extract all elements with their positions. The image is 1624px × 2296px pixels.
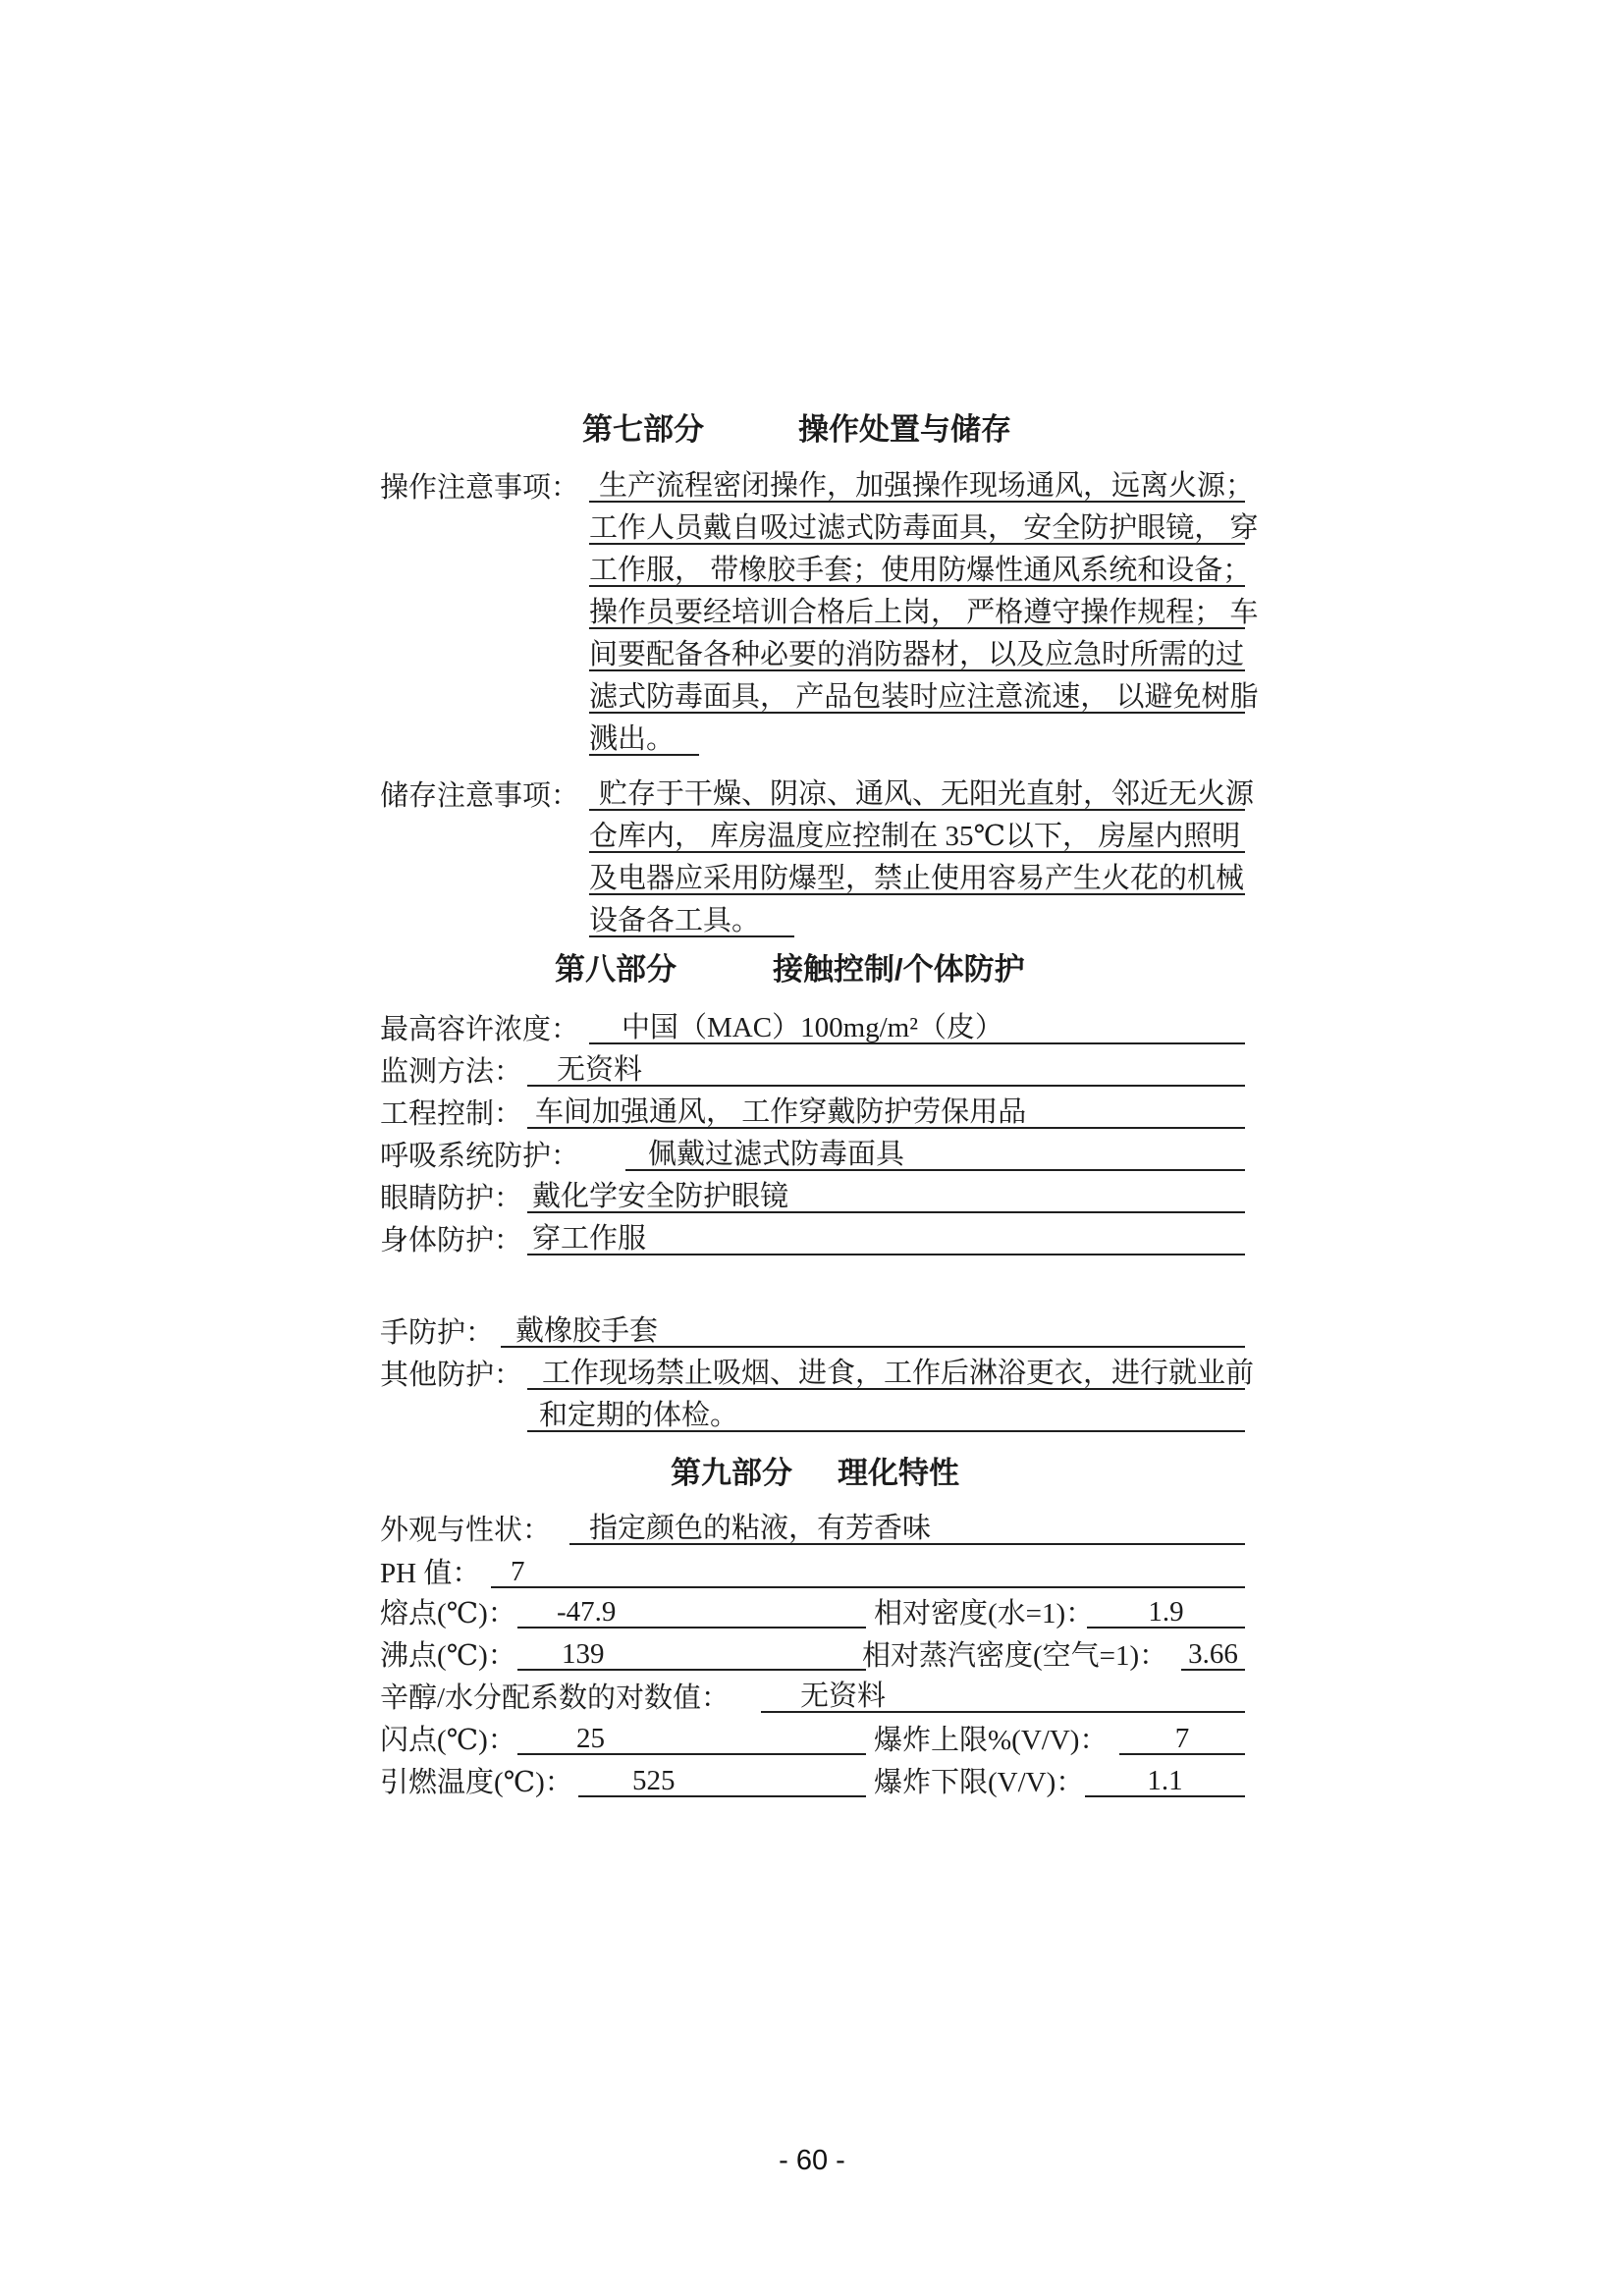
section7-heading-number: 第七部分: [582, 412, 704, 447]
handling-precautions-line: [589, 597, 1259, 629]
field-value: 无资料: [527, 1055, 1245, 1087]
field-ignition-temperature: [380, 1766, 866, 1797]
field-upper-explosive-limit: [874, 1724, 1245, 1755]
field-label: 沸点(℃)：: [380, 1640, 516, 1672]
field-label: 引燃温度(℃)：: [380, 1767, 573, 1798]
field-respiratory-protection: [380, 1140, 1245, 1171]
handling-precautions-text: 间要配备各种必要的消防器材，以及应急时所需的过: [589, 639, 1245, 670]
field-appearance: [380, 1514, 1245, 1545]
field-label: 爆炸上限%(V/V)：: [874, 1725, 1109, 1756]
field-flash-point: [380, 1724, 866, 1755]
field-value: 25: [517, 1724, 866, 1755]
handling-precautions-text: 生产流程密闭操作，加强操作现场通风，远离火源；: [589, 471, 1245, 503]
field-label: 手防护：: [380, 1317, 495, 1349]
field-value: 中国（MAC）100mg/m²（皮）: [589, 1013, 1245, 1044]
handling-precautions-text: 工作人员戴自吸过滤式防毒面具， 安全防护眼镜， 穿: [589, 512, 1259, 544]
field-boiling-point: [380, 1639, 866, 1671]
storage-precautions-text: 设备各工具。: [589, 906, 794, 937]
handling-precautions-line: [589, 512, 1259, 545]
field-value: 139: [517, 1639, 866, 1671]
field-other-protection-line2: [527, 1401, 1245, 1432]
field-melting-point: [380, 1597, 866, 1629]
field-label: 闪点(℃)：: [380, 1725, 516, 1756]
field-value: 指定颜色的粘液，有芳香味: [569, 1514, 1245, 1545]
field-log-kow: [380, 1682, 1245, 1713]
field-label: 相对蒸汽密度(空气=1)：: [862, 1640, 1168, 1672]
field-value: 7: [491, 1557, 1245, 1588]
field-monitoring-method: [380, 1055, 1245, 1087]
field-value: 车间加强通风， 工作穿戴防护劳保用品: [527, 1097, 1245, 1129]
storage-precautions-label: 储存注意事项：: [380, 780, 580, 812]
storage-precautions-line: [589, 822, 1245, 853]
field-label: 相对密度(水=1)：: [874, 1598, 1095, 1629]
field-label: 呼吸系统防护：: [380, 1141, 580, 1172]
field-label: 监测方法：: [380, 1056, 523, 1088]
field-relative-vapor-density: [862, 1639, 1245, 1671]
handling-precautions-text: 溅出。: [589, 724, 699, 756]
storage-precautions-text: 仓库内， 库房温度应控制在 35℃以下， 房屋内照明: [589, 822, 1245, 853]
field-hand-protection: [380, 1316, 1245, 1348]
field-label: PH 值：: [380, 1558, 481, 1589]
field-ph: [380, 1557, 1245, 1588]
field-label: 外观与性状：: [380, 1515, 552, 1546]
handling-precautions-text: 工作服， 带橡胶手套；使用防爆性通风系统和设备；: [589, 555, 1252, 586]
field-value: 戴橡胶手套: [501, 1316, 1245, 1348]
field-value: 穿工作服: [527, 1224, 1245, 1255]
field-relative-density: [874, 1597, 1245, 1629]
storage-precautions-line: [589, 906, 794, 937]
storage-precautions-line: [589, 864, 1245, 895]
field-value: -47.9: [517, 1597, 866, 1629]
field-value: 7: [1119, 1724, 1245, 1755]
field-value: 工作现场禁止吸烟、进食，工作后淋浴更衣，进行就业前: [527, 1359, 1245, 1390]
field-label: 爆炸下限(V/V)：: [874, 1767, 1085, 1798]
field-max-allowable-concentration: [380, 1013, 1245, 1044]
handling-precautions-label: 操作注意事项：: [380, 472, 580, 504]
handling-precautions-line: [589, 724, 699, 756]
field-value: 戴化学安全防护眼镜: [527, 1182, 1245, 1213]
handling-precautions-line: [589, 640, 1245, 671]
field-engineering-control: [380, 1097, 1245, 1129]
field-value: 和定期的体检。: [527, 1401, 1245, 1432]
field-label: 辛醇/水分配系数的对数值：: [380, 1682, 731, 1714]
section9-heading-title: 理化特性: [838, 1456, 959, 1490]
field-label: 其他防护：: [380, 1360, 523, 1391]
field-label: 工程控制：: [380, 1098, 523, 1130]
section9-heading-number: 第九部分: [671, 1456, 792, 1490]
field-value: 3.66: [1181, 1639, 1245, 1671]
field-value: 佩戴过滤式防毒面具: [625, 1140, 1245, 1171]
page-number: - 60 -: [779, 2145, 845, 2176]
field-eye-protection: [380, 1182, 1245, 1213]
handling-precautions-line: [589, 681, 1259, 714]
field-value: 1.9: [1087, 1597, 1245, 1629]
field-label: 熔点(℃)：: [380, 1598, 516, 1629]
field-other-protection: [380, 1358, 1255, 1391]
storage-precautions-line: [380, 778, 1255, 812]
field-label: 最高容许浓度：: [380, 1014, 580, 1045]
field-value: 525: [578, 1766, 866, 1797]
handling-precautions-line: [589, 555, 1252, 587]
field-body-protection: [380, 1224, 1245, 1255]
handling-precautions-text: 滤式防毒面具， 产品包装时应注意流速， 以避免树脂: [589, 681, 1259, 713]
field-label: 眼睛防护：: [380, 1183, 523, 1214]
handling-precautions-text: 操作员要经培训合格后上岗， 严格遵守操作规程； 车: [589, 597, 1259, 628]
handling-precautions-line: [380, 470, 1255, 504]
section7-heading-title: 操作处置与储存: [798, 412, 1011, 447]
storage-precautions-text: 贮存于干燥、阴凉、通风、无阳光直射，邻近无火源: [589, 779, 1245, 811]
field-label: 身体防护：: [380, 1225, 523, 1256]
section8-heading-title: 接触控制/个体防护: [773, 952, 1025, 987]
field-lower-explosive-limit: [874, 1766, 1245, 1797]
section8-heading-number: 第八部分: [555, 952, 677, 987]
field-value: 1.1: [1085, 1766, 1245, 1797]
storage-precautions-text: 及电器应采用防爆型，禁止使用容易产生火花的机械: [589, 863, 1245, 894]
field-value: 无资料: [761, 1682, 1245, 1713]
